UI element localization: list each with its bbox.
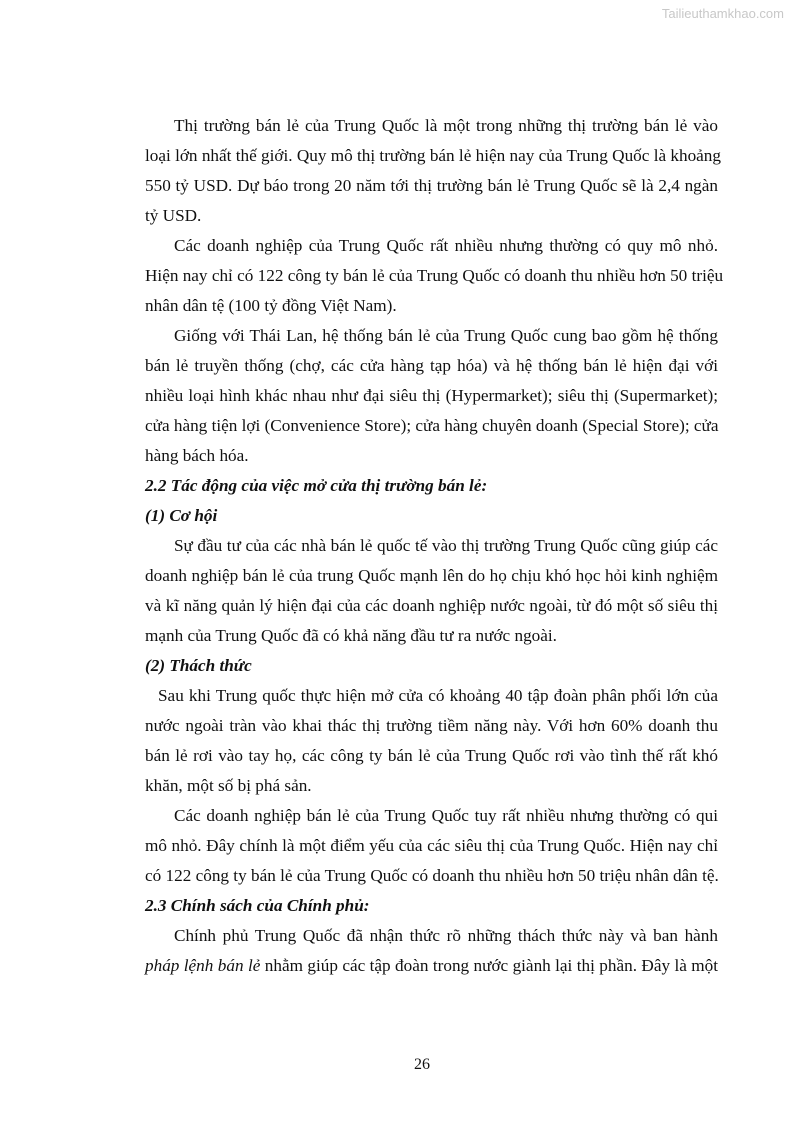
- page-number: 26: [414, 1056, 430, 1073]
- text-line: Các doanh nghiệp của Trung Quốc rất nhiều nhưng thường có quy mô nhỏ.: [174, 236, 718, 255]
- italic-term: pháp lệnh bán lẻ: [145, 956, 261, 975]
- text-line: doanh nghiệp bán lẻ của trung Quốc mạnh lên do họ chịu khó học hỏi kinh nghiệm: [145, 566, 718, 585]
- text-line: Sau khi Trung quốc thực hiện mở cửa có khoảng 40 tập đoàn phân phối lớn của: [158, 686, 718, 705]
- text-line: hàng bách hóa.: [145, 446, 249, 465]
- text-line: bán lẻ truyền thống (chợ, các cửa hàng tạp hóa) và hệ thống bán lẻ hiện đại với: [145, 356, 718, 375]
- section-heading: 2.3 Chính sách của Chính phủ:: [145, 896, 370, 915]
- text-line: khăn, một số bị phá sản.: [145, 776, 312, 795]
- text-line: cửa hàng tiện lợi (Convenience Store); cửa hàng chuyên doanh (Special Store); cửa: [145, 416, 719, 435]
- section-heading: (1) Cơ hội: [145, 506, 218, 525]
- text-line: nhân dân tệ (100 tỷ đồng Việt Nam).: [145, 296, 397, 315]
- text-line: có 122 công ty bán lẻ của Trung Quốc có doanh thu nhiều hơn 50 triệu nhân dân tệ.: [145, 866, 719, 885]
- document-body: [145, 111, 724, 981]
- text-line: mô nhỏ. Đây chính là một điểm yếu của các siêu thị của Trung Quốc. Hiện nay chỉ: [145, 836, 718, 855]
- section-heading: (2) Thách thức: [145, 656, 252, 675]
- watermark: Tailieuthamkhao.com: [661, 6, 784, 21]
- text-segment: nhằm giúp các tập đoàn trong nước giành lại thị phần. Đây là một: [264, 956, 718, 975]
- text-line: 550 tỷ USD. Dự báo trong 20 năm tới thị trường bán lẻ Trung Quốc sẽ là 2,4 ngàn: [145, 176, 718, 195]
- text-line: nhiều loại hình khác nhau như đại siêu thị (Hypermarket); siêu thị (Supermarket);: [145, 386, 718, 405]
- text-line: mạnh của Trung Quốc đã có khả năng đầu tư ra nước ngoài.: [145, 626, 557, 645]
- text-line: loại lớn nhất thế giới. Quy mô thị trường bán lẻ hiện nay của Trung Quốc là khoảng: [145, 146, 721, 165]
- text-line: [145, 951, 718, 981]
- text-line: nước ngoài tràn vào khai thác thị trường tiềm năng này. Với hơn 60% doanh thu: [145, 716, 718, 735]
- text-line: Sự đầu tư của các nhà bán lẻ quốc tế vào thị trường Trung Quốc cũng giúp các: [174, 536, 718, 555]
- section-heading: 2.2 Tác động của việc mở cửa thị trường bán lẻ:: [145, 476, 488, 495]
- text-line: bán lẻ rơi vào tay họ, các công ty bán lẻ của Trung Quốc rơi vào tình thế rất khó: [145, 746, 718, 765]
- text-line: tỷ USD.: [145, 206, 202, 225]
- text-line: Các doanh nghiệp bán lẻ của Trung Quốc tuy rất nhiều nhưng thường có qui: [174, 806, 718, 825]
- text-line: Hiện nay chỉ có 122 công ty bán lẻ của Trung Quốc có doanh thu nhiều hơn 50 triệu: [145, 266, 724, 285]
- text-line: và kĩ năng quản lý hiện đại của các doanh nghiệp nước ngoài, từ đó một số siêu thị: [145, 596, 718, 615]
- text-line: Chính phủ Trung Quốc đã nhận thức rõ những thách thức này và ban hành: [174, 926, 718, 945]
- text-line: Thị trường bán lẻ của Trung Quốc là một trong những thị trường bán lẻ vào: [174, 116, 718, 135]
- text-line: Giống với Thái Lan, hệ thống bán lẻ của Trung Quốc cung bao gồm hệ thống: [174, 326, 718, 345]
